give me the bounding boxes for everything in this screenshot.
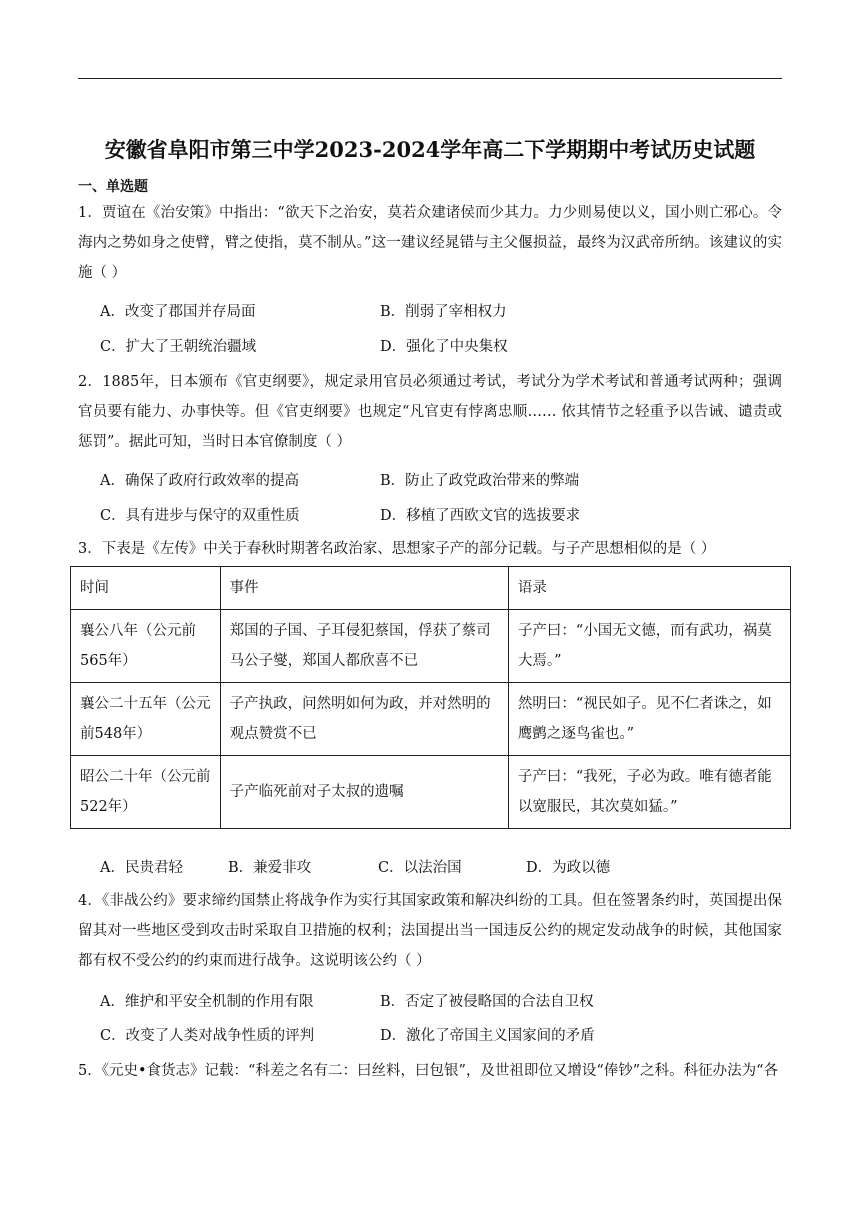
option-c: C．改变了人类对战争性质的评判 bbox=[100, 1028, 315, 1044]
question-2-options-row1 bbox=[78, 466, 782, 496]
question-1-options-row1 bbox=[78, 297, 782, 327]
question-2-options-row2 bbox=[78, 501, 782, 531]
question-3-stem: 3．下表是《左传》中关于春秋时期著名政治家、思想家子产的部分记载。与子产思想相似的是（ ） bbox=[78, 541, 716, 557]
question-2-stem: 2．1885年，日本颁布《官吏纲要》，规定录用官员必须通过考试，考试分为学术考试和普通考试两种；强调官员要有能力、办事快等。但《官吏纲要》也规定“凡官吏有悖离忠顺…… 依其情节之轻重予以告诫、谴责或惩罚”。据此可知，当时日本官僚制度（ ） bbox=[78, 374, 782, 450]
table-cell-time: 襄公二十五年（公元前548年） bbox=[71, 683, 221, 756]
option-d: D．为政以德 bbox=[526, 860, 611, 876]
table-cell-event: 子产执政，问然明如何为政，并对然明的观点赞赏不已 bbox=[220, 683, 508, 756]
option-a: A．改变了郡国并存局面 bbox=[100, 304, 256, 320]
question-3-table bbox=[70, 566, 791, 829]
option-a: A．确保了政府行政效率的提高 bbox=[100, 473, 299, 489]
table-cell-time: 昭公二十年（公元前522年） bbox=[71, 756, 221, 829]
table-row bbox=[71, 756, 791, 829]
option-b: B．防止了政党政治带来的弊端 bbox=[380, 473, 580, 489]
table-cell-quote: 然明曰：“视民如子。见不仁者诛之，如鹰鹯之逐鸟雀也。” bbox=[508, 683, 790, 756]
table-cell-event: 子产临死前对子太叔的遗嘱 bbox=[220, 756, 508, 829]
option-b: B．否定了被侵略国的合法自卫权 bbox=[380, 994, 594, 1010]
table-cell-quote: 子产曰：“小国无文德，而有武功，祸莫大焉。” bbox=[508, 610, 790, 683]
option-b: B．削弱了宰相权力 bbox=[380, 304, 507, 320]
question-4-options-row2 bbox=[78, 1021, 782, 1051]
header-rule bbox=[78, 78, 782, 79]
question-4-stem: 4．《非战公约》要求缔约国禁止将战争作为实行其国家政策和解决纠纷的工具。但在签署条约时，英国提出保留其对一些地区受到攻击时采取自卫措施的权利；法国提出当一国违反公约的规定发动战争的时候，其他国家都有权不受公约的约束而进行战争。这说明该公约（ ） bbox=[78, 893, 782, 969]
question-5-stem: 5．《元史•食货志》记载：“科差之名有二：曰丝料，曰包银”，及世祖即位又增设“俸钞”之科。科征办法为“各 bbox=[78, 1063, 779, 1079]
option-d: D．强化了中央集权 bbox=[380, 339, 508, 355]
question-3-options-row bbox=[78, 853, 782, 883]
table-cell-event: 郑国的子国、子耳侵犯蔡国，俘获了蔡司马公子燮，郑国人都欣喜不已 bbox=[220, 610, 508, 683]
option-d: D．激化了帝国主义国家间的矛盾 bbox=[380, 1028, 595, 1044]
option-b: B．兼爱非攻 bbox=[228, 860, 312, 876]
page-title: 安徽省阜阳市第三中学2023-2024学年高二下学期期中考试历史试题 bbox=[104, 137, 756, 162]
table-header-row bbox=[71, 567, 791, 610]
option-c: C．具有进步与保守的双重性质 bbox=[100, 508, 300, 524]
table-cell-quote: 子产曰：“我死，子必为政。唯有德者能以宽服民，其次莫如猛。” bbox=[508, 756, 790, 829]
question-4-options-row1 bbox=[78, 987, 782, 1017]
option-d: D．移植了西欧文官的选拔要求 bbox=[380, 508, 581, 524]
option-a: A．维护和平安全机制的作用有限 bbox=[100, 994, 314, 1010]
option-a: A．民贵君轻 bbox=[100, 860, 183, 876]
option-c: C．扩大了王朝统治疆域 bbox=[100, 339, 257, 355]
section-heading: 一、单选题 bbox=[78, 179, 148, 195]
table-header-cell: 语录 bbox=[508, 567, 790, 610]
table-header-cell: 时间 bbox=[71, 567, 221, 610]
table-cell-time: 襄公八年（公元前565年） bbox=[71, 610, 221, 683]
question-1-options-row2 bbox=[78, 332, 782, 362]
table-row bbox=[71, 610, 791, 683]
question-1-stem: 1．贾谊在《治安策》中指出：“欲天下之治安，莫若众建诸侯而少其力。力少则易使以义，国小则亡邪心。令海内之势如身之使臂，臂之使指，莫不制从。”这一建议经晁错与主父偃损益，最终为汉武帝所纳。该建议的实施（ ） bbox=[78, 205, 782, 281]
table-row bbox=[71, 683, 791, 756]
table-header-cell: 事件 bbox=[220, 567, 508, 610]
option-c: C．以法治国 bbox=[378, 860, 462, 876]
